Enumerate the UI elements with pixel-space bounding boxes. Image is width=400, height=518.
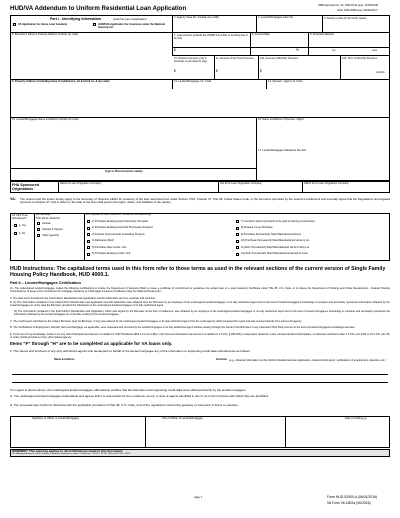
date-input[interactable] — [287, 422, 388, 446]
discount-input[interactable] — [178, 68, 212, 76]
va-application-checkbox[interactable] — [13, 23, 16, 26]
purpose-4-checkbox[interactable] — [87, 240, 90, 243]
omb-hud: HUD: 2502-0059 (exp. 06/30/2017) — [337, 9, 378, 12]
months-label: months — [376, 71, 385, 74]
cert-f: F. The names and functions of any duly authorized agents who developed on behalf of the lender/mortgagee any of the information or supporting credit data submitted are as follows: — [10, 349, 251, 353]
agency-case-label: 2. Agency Case No. (include any suffix) — [174, 16, 220, 19]
maturity-months-input[interactable] — [345, 48, 370, 54]
maturity-label: 9. Proposed Maturity — [310, 33, 334, 36]
purpose-12-label: 12) Refi. Permanently Sited Manufactured Home/Lot Loan — [241, 252, 308, 255]
vested-other-checkbox[interactable] — [37, 234, 40, 237]
agency-case-input[interactable] — [174, 23, 254, 30]
vested-veteran-spouse-label: Veteran & Spouse — [42, 227, 63, 231]
purpose-1-label: 1) Purchase Existing Home Previously Occupied — [92, 219, 148, 223]
premium-term-input[interactable] — [342, 68, 374, 76]
lender-case-label: 3. Lender/Mortgagee Case No. — [258, 16, 294, 19]
borrower-name-label: 5. Borrower's Name & Present Address (Include zip code) — [12, 33, 79, 36]
sponsor-id-label: 14. Sponsor / Agent I.D. Code — [268, 80, 303, 83]
va-statement-text: The veteran and the lender hereby apply to the Secretary of Veterans Affairs for Guaranty of the loan described here under Section 3710, Chapter 37, Title 38, United States Code, to the full extent permitted by the veteran's entitlement and severally agree that the Regulations promulgated pursuant to Chapter 37, and in effect on the date of the loan shall govern the rights, duties, and liabilities of the parties. — [20, 196, 390, 204]
function-note: (e.g., obtained information on the Uniform Residential Loan Application, ordered credit report, verifications of employment, deposits, etc.) — [229, 359, 386, 362]
signature-input[interactable] — [12, 422, 143, 446]
upfront-premium-label: 11. Amount of Up Front Premium — [216, 57, 254, 60]
purpose-2-label: 2) Purchase Existing Home Not Previously Occupied — [92, 226, 153, 229]
purpose-2-checkbox[interactable] — [87, 227, 90, 230]
origination-nmls-input[interactable] — [304, 186, 388, 192]
purpose-10-checkbox[interactable] — [236, 240, 239, 243]
monthly-dollar: $ — [260, 69, 262, 73]
upfront-premium-input[interactable] — [220, 68, 256, 76]
purpose-12-checkbox[interactable] — [236, 253, 239, 256]
loan-dollar-sign: $ — [174, 48, 176, 52]
purpose-5-label: 5) Purchase New Condo. Unit — [92, 245, 127, 249]
hud-option-label: HUD/FHA Application for Insurance under the National Housing Act — [98, 23, 165, 29]
interest-rate-input[interactable] — [252, 48, 294, 54]
origination-nmls-label: NMLS ID of Loan Origination Company — [304, 182, 349, 185]
purpose-5-checkbox[interactable] — [87, 246, 90, 249]
va-only-label: 19. VA Only — [36, 213, 51, 216]
origination-name-input[interactable] — [60, 186, 216, 192]
first-time-yes-label: a. Yes — [19, 223, 27, 227]
purpose-7-checkbox[interactable] — [236, 220, 239, 223]
cert-e: E. To the best of my knowledge, neither I nor any other Participant (as that term is clarified in HUD Handbook 4000.1 II.A.1.b.ii.(B)) in this Covered Transaction (as that term is clarified in 2 C.F.R. § 180.200) is suspended, debarred, under a limited denial of participation, or otherwise restricted under 2 C.F.R. part 2424 or 24 C.F.R. part 25, or under similar provisions of any other federal agency. — [10, 332, 390, 339]
vested-label: Title will be Vested in: — [36, 216, 61, 220]
hud-application-checkbox[interactable] — [93, 23, 96, 26]
mos-label: mos. — [372, 49, 378, 52]
loan-block — [10, 213, 390, 261]
purpose-9-label: 9) Purchase Permanently Sited Manufactured Home — [241, 232, 302, 236]
form-va: VA Form 26-1802a (06/2016) — [327, 501, 371, 505]
date-label: Date (mm/dd/yyyy) — [345, 417, 367, 420]
purpose-8-label: 8) Finance Co-op Purchase — [241, 226, 273, 229]
property-address-label: 6. Property Address (including name of subdivision, lot & block no. & zip code) — [12, 80, 110, 83]
telephone-label: 17. Lender/Mortgagee Telephone Number — [258, 149, 307, 152]
purpose-6-label: 6) Purchase Existing Condo. Unit — [92, 252, 131, 255]
purpose-label: 20. Purpose of Loan (blocks 9 - 12 are for VA loans only) — [86, 213, 151, 216]
purpose-3-checkbox[interactable] — [87, 233, 90, 236]
purpose-7-label: 7) Construct Home (proceeds to be paid out during construction) — [241, 219, 315, 223]
cert-a: A. The loan terms furnished in the final Uniform Residential Loan Application and this Addendum are true, accurate and complete. — [10, 297, 156, 300]
origination-name-label: Name of Loan Origination Company — [60, 182, 102, 185]
cert-g: G. The undersigned lender/mortgagee understands and agrees that it is responsible for the omissions, errors, or acts of agents identified in item F as to the functions with which they are identified. — [10, 394, 269, 398]
origination-tax-label: Tax ID of Loan Origination Company — [220, 182, 262, 185]
discount-dollar: $ — [174, 69, 176, 73]
part2-title: Part II – Lender/Mortgagee Certification — [10, 281, 81, 285]
cert-intro: 21. The undersigned lender/mortgagee makes the following certifications to induce the Department of Veterans Affairs to issue a certificate of commitment to guarantee the subject loan or a Loan Guaranty Certificate under Title 38, U.S. Code, or to induce the Department of Housing and Urban Development - Federal Housing Commissioner to issue a firm commitment for mortgage insurance or a Mortgage Insurance Certificate under the National Housing Act. — [10, 287, 390, 294]
purpose-3-label: 3) Finance Improvements to Existing Property — [92, 232, 145, 236]
cert-d: D. The Verifications of Employment, Deposit, Rent and Mortgage, as applicable, were requested and received by the lender/mortgagee or its duly authorized agent without passing through the hands of the Borrower or any Interested Third Party and are to the best of lender/mortgagee's knowledge accurate. — [10, 326, 355, 329]
cert-h: H. The proposed loan conforms otherwise with the applicable provisions of Title 38, U.S. Code, and of the regulations concerning guaranty or insurance of loans to veterans. — [10, 403, 239, 407]
sponsor-name-label: 16. Name & Address of Sponsor / Agent — [258, 118, 304, 121]
sponsor-name-input[interactable] — [258, 123, 386, 143]
first-time-no-label: b. No — [19, 231, 26, 235]
purpose-9-checkbox[interactable] — [236, 233, 239, 236]
purpose-8-checkbox[interactable] — [236, 227, 239, 230]
type-print-note: Type or Print all entries clearly — [105, 169, 143, 173]
purpose-11-checkbox[interactable] — [236, 246, 239, 249]
part1-title: Part I - Identifying Information — [50, 17, 102, 21]
purpose-6-checkbox[interactable] — [87, 253, 90, 256]
first-time-yes-checkbox[interactable] — [14, 224, 17, 227]
telephone-input[interactable] — [258, 154, 386, 166]
vested-other-label: Other (specify) — [42, 233, 60, 237]
hud-instructions: HUD Instructions: The capitalized terms used in this form refer to those terms as used in the relevant sections of the current version of Single Family Housing Policy Handbook, HUD 4000.1. — [10, 266, 386, 279]
property-address-input[interactable] — [12, 85, 170, 109]
interest-rate-label: 8. Interest Rate — [252, 33, 270, 36]
va-lead: VA: — [10, 197, 16, 201]
purpose-4-label: 4) Refinance (Refi) — [92, 239, 114, 242]
lender-case-input[interactable] — [258, 23, 320, 30]
vested-veteran-checkbox[interactable] — [37, 222, 40, 225]
first-time-label: 18. First Time Homebuyer? — [12, 214, 28, 220]
interest-pct: % — [296, 48, 299, 52]
officer-title-label: Title of Officer of Lender/Mortgagee — [162, 417, 203, 420]
fha-title: FHA Sponsored Originations — [12, 182, 40, 191]
lender-id-label: 13. Lender/Mortgagee I.D. Code — [174, 80, 212, 83]
cert-b2: (2) The information contained in the final Uniform Residential Loan Application, which was signed by the Borrower at the time of settlement, was obtained by an employee of the undersigned lender/mortgagee or its duly authorized agent and to the best of lender/mortgagee's knowledge is complete and accurately represents the information obtained by the lender/mortgagee as of the date verified by the lender/mortgagee. — [14, 310, 390, 317]
form-title: HUD/VA Addendum to Uniform Residential Loan Application — [10, 5, 187, 12]
first-time-no-checkbox[interactable] — [14, 232, 17, 235]
vested-veteran-spouse-checkbox[interactable] — [37, 228, 40, 231]
purpose-1-checkbox[interactable] — [87, 220, 90, 223]
page-number: page 1 — [194, 496, 202, 499]
warning-sub: This following statement is of false, fictitious, or fraudulent statements or entries... Federal law... 18 U.S.C. §§ 287, 1001 and 31 U.S.C. §3729. — [12, 453, 131, 455]
maturity-years-input[interactable] — [310, 48, 330, 54]
agents-input[interactable] — [12, 366, 388, 382]
loan-amount-input[interactable] — [178, 48, 248, 54]
lender-name-label: 15. Lender/Mortgagee Name & Address (include zip code) — [12, 118, 79, 121]
section-act-label: 4. Section of the Act (for HUD cases) — [324, 17, 367, 20]
cert-b: B. (1) The information contained in the initial Uniform Residential Loan Application and this Addendum was obtained from the Borrower by an employee of the undersigned lender/mortgagee or its duly authorized agent and to the best of lender/mortgagee's knowledge is complete and accurately represents information obtained by the lender/mortgagee as of the date the Borrower provided the information to the undersigned lender/mortgagee or its duly authorized agent. — [10, 300, 390, 307]
premium-term-label: 12b. Term of Monthly Premium — [342, 57, 378, 60]
monthly-premium-label: 12a. Amount of Monthly Premium — [260, 57, 299, 60]
warning-title: WARNING: This warning applies to all certifications made in this document. — [12, 449, 124, 453]
form-hud: Form HUD-92900-A (06/01/2016) — [327, 495, 378, 499]
vested-veteran-label: Veteran — [42, 221, 51, 225]
loan-amount-label: 7. Loan Amount (include the UFMIP if for HUD or Funding Fee if for VA) — [174, 34, 248, 40]
discount-label: 10. Discount Amount (only if borrower is permitted to pay) — [174, 57, 208, 63]
origination-tax-input[interactable] — [220, 186, 300, 192]
upfront-dollar: $ — [216, 69, 218, 73]
lender-id-input[interactable] — [174, 84, 264, 88]
purpose-11-label: 11) Refi. Permanently Sited Manufactured Home to Buy Lot — [241, 245, 310, 249]
function-label: Function — [216, 358, 227, 361]
va-option-label: VA Application for Home Loan Guaranty — [18, 22, 68, 26]
name-address-label: Name & Address — [54, 358, 75, 361]
yrs-label: yrs. — [332, 49, 337, 52]
monthly-premium-input[interactable] — [264, 68, 338, 76]
signature-label: Signature of Officer of Lender/Mortgagee — [32, 417, 80, 420]
agent-note: If no agent is shown above, the undersigned lender/mortgagee affirmatively certifies that all information and supporting credit data were obtained directly by the lender/mortgagee. — [10, 388, 247, 392]
sponsor-id-input[interactable] — [268, 84, 386, 88]
part1-subtitle: (mark the type of application) — [113, 17, 147, 21]
section-act-input[interactable] — [324, 24, 386, 31]
officer-title-input[interactable] — [147, 422, 283, 446]
cert-c: C. The credit report submitted on the subject Borrower (and Co-Borrower, if any) was ordered by the undersigned lender/mortgagee or its duly authorized agent from the credit agency which prepared the report and was received directly from said credit agency. — [10, 319, 302, 323]
lender-name-input[interactable] — [12, 123, 252, 168]
omb-va: OMB Approval No. VA: 2900-0144 (exp. 11/30/2016) — [318, 4, 379, 7]
purpose-10-label: 10) Purchase Permanently Sited Manufactured Home & Lot — [241, 239, 310, 242]
items-note: Items "F" through "H" are to be completed as applicable for VA loans only. — [10, 341, 173, 346]
